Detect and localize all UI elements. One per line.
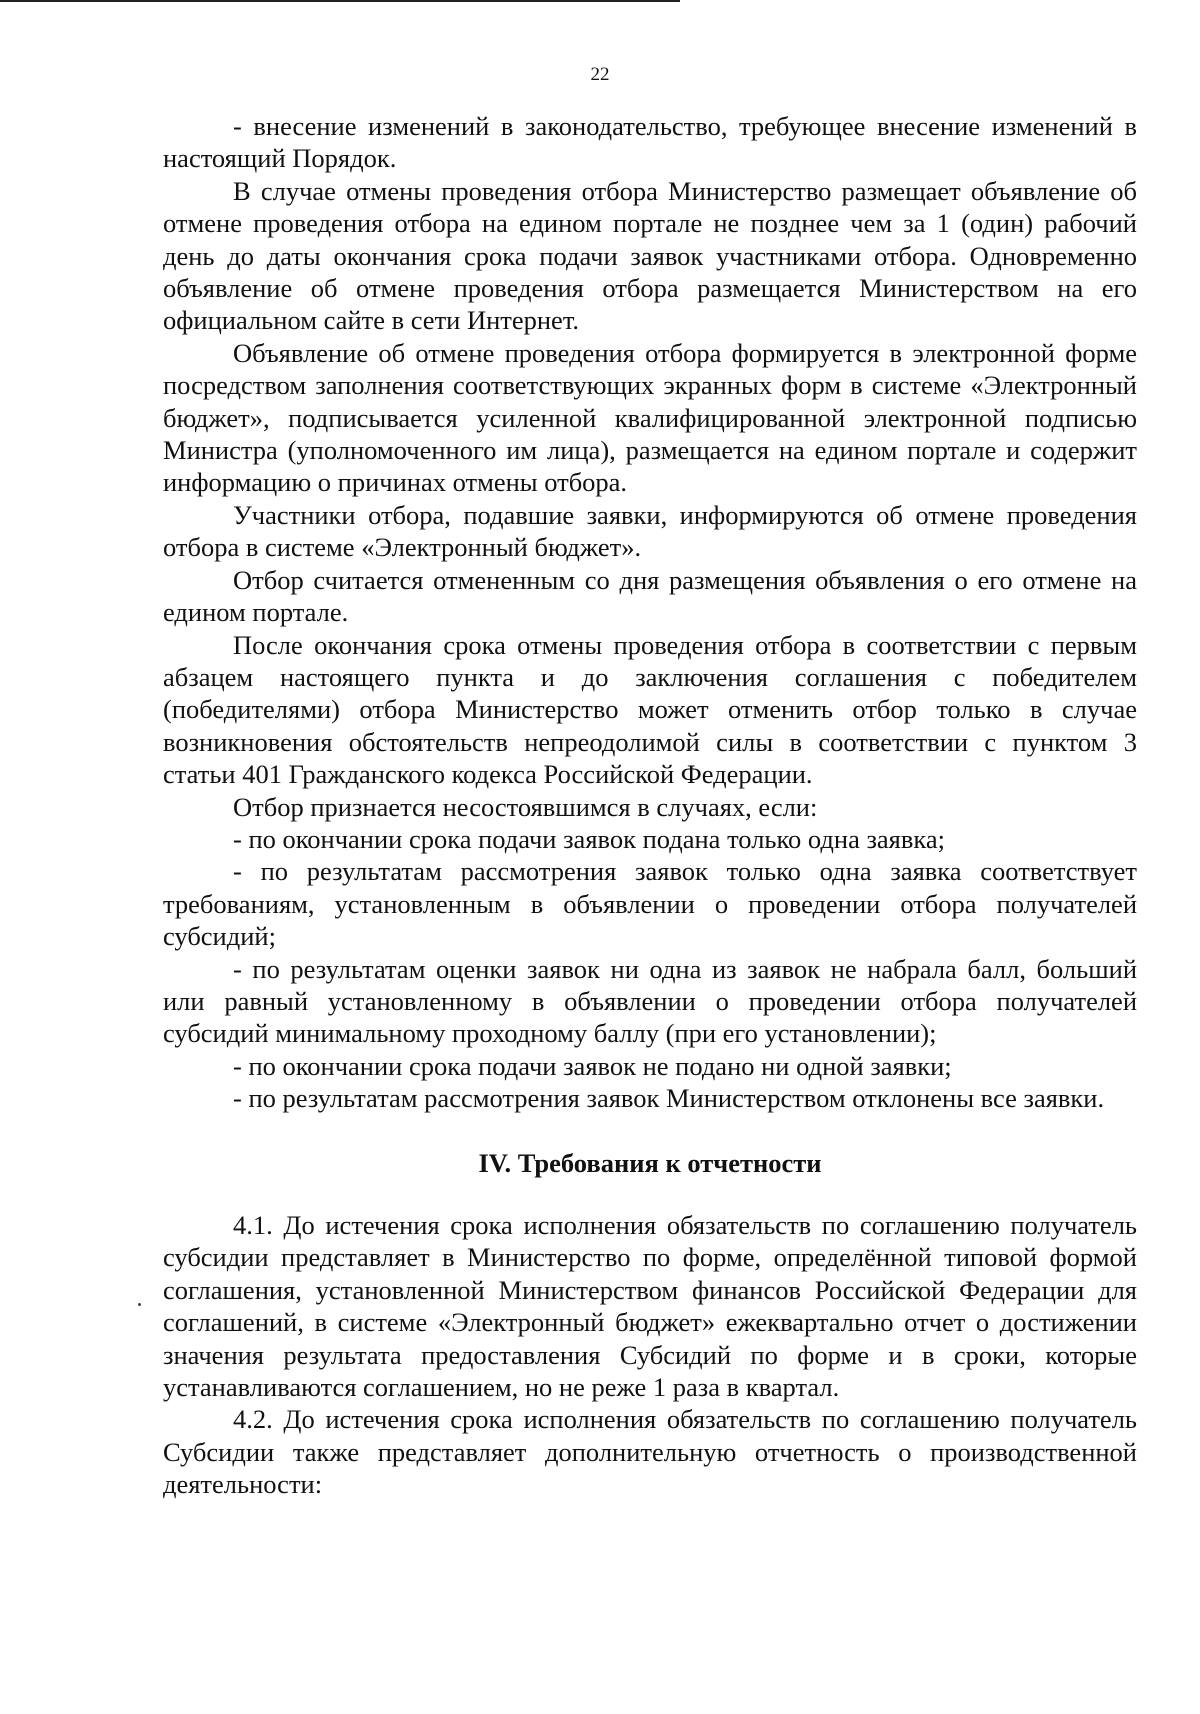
paragraph: Отбор признается несостоявшимся в случаях, если: — [233, 791, 818, 822]
top-border-line — [0, 0, 680, 2]
paragraph: Отбор считается отмененным со дня размещения объявления о его отмене на едином портале. — [163, 564, 1137, 628]
page-number: 22 — [590, 64, 610, 85]
paragraph: Участники отбора, подавшие заявки, информируются об отмене проведения отбора в системе «Электронный бюджет». — [163, 499, 1137, 563]
section-heading: IV. Требования к отчетности — [478, 1147, 822, 1178]
list-item: - по окончании срока подачи заявок не подано ни одной заявки; — [233, 1050, 952, 1081]
list-item: - по окончании срока подачи заявок подана только одна заявка; — [233, 823, 945, 854]
scan-speck — [138, 1303, 141, 1306]
paragraph: Объявление об отмене проведения отбора формируется в электронной форме посредством заполнения соответствующих экранных форм в системе «Электронный бюджет», подписывается усиленной квалифицированной электронной подписью Министра (уполномоченного им лица), размещается на едином портале и содержит информацию о причинах отмены отбора. — [163, 337, 1137, 498]
paragraph: - внесение изменений в законодательство, требующее внесение изменений в настоящий Порядок. — [163, 111, 1137, 174]
document-body — [163, 110, 1137, 1501]
clause-4-2: 4.2. До истечения срока исполнения обязательств по соглашению получатель Субсидии также представляет дополнительную отчетность о производственной деятельности: — [163, 1404, 1137, 1500]
paragraph: В случае отмены проведения отбора Министерство размещает объявление об отмене проведения отбора на едином портале не позднее чем за 1 (один) рабочий день до даты окончания срока подачи заявок участниками отбора. Одновременно объявление об отмене проведения отбора размещается Министерством на его официальном сайте в сети Интернет. — [163, 175, 1137, 336]
list-item: - по результатам рассмотрения заявок только одна заявка соответствует требованиям, установленным в объявлении о проведении отбора получателей субсидий; — [163, 856, 1137, 952]
list-item: - по результатам оценки заявок ни одна из заявок не набрала балл, больший или равный установленному в объявлении о проведении отбора получателей субсидий минимальному проходному баллу (при его установлении); — [163, 953, 1137, 1049]
paragraph: После окончания срока отмены проведения отбора в соответствии с первым абзацем настоящего пункта и до заключения соглашения с победителем (победителями) отбора Министерство может отменить отбор только в случае возникновения обстоятельств непреодолимой силы в соответствии с пунктом 3 статьи 401 Гражданского кодекса Российской Федерации. — [163, 629, 1137, 790]
list-item: - по результатам рассмотрения заявок Министерством отклонены все заявки. — [233, 1083, 1105, 1114]
clause-4-1: 4.1. До истечения срока исполнения обязательств по соглашению получатель субсидии представляет в Министерство по форме, определённой типовой формой соглашения, установленной Министерством финансов Российской Федерации для соглашений, в системе «Электронный бюджет» ежеквартально отчет о достижении значения результата предоставления Субсидий по форме и в сроки, которые устанавливаются соглашением, но не реже 1 раза в квартал. — [163, 1210, 1137, 1403]
